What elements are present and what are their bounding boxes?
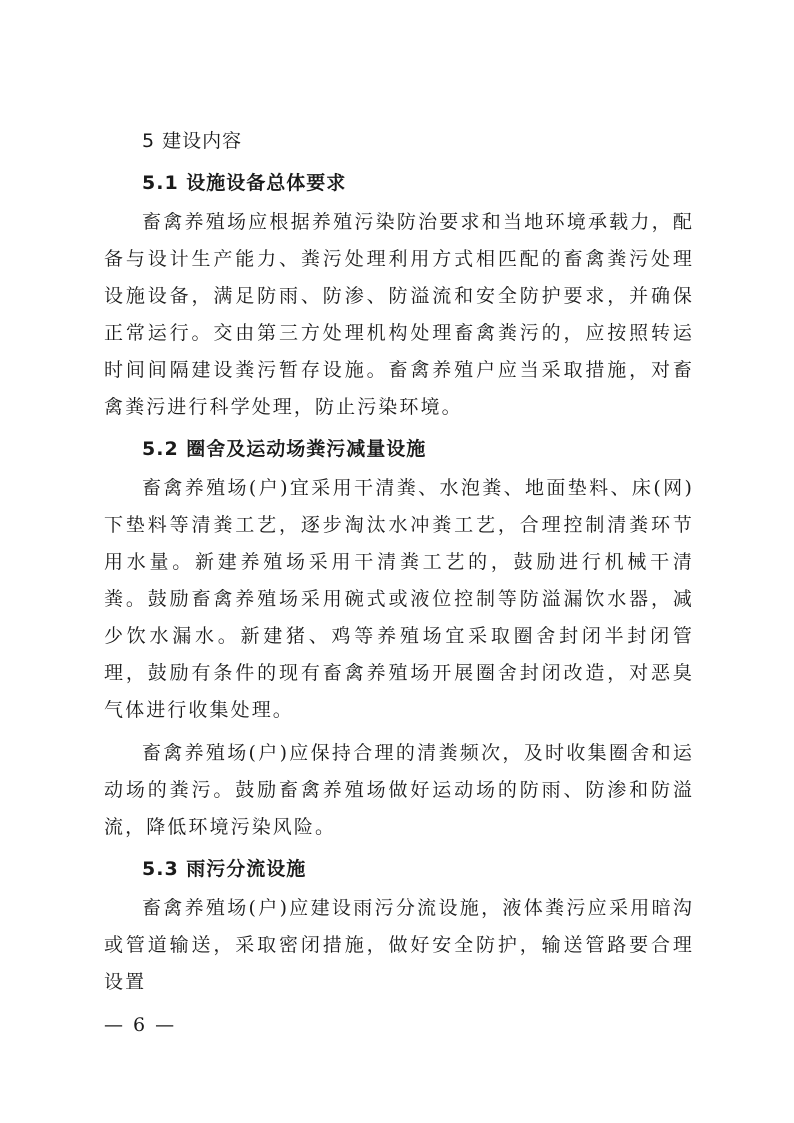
subsection-heading-5-3: 5.3 雨污分流设施	[142, 858, 307, 880]
page-number: — 6 —	[104, 1014, 177, 1036]
subsection-heading-5-2: 5.2 圈舍及运动场粪污减量设施	[142, 438, 427, 460]
paragraph-5-2-2: 畜禽养殖场(户)应保持合理的清粪频次，及时收集圈舍和运动场的粪污。鼓励畜禽养殖场做好运动场的防雨、防渗和防溢流，降低环境污染风险。	[104, 742, 694, 838]
paragraph-5-2-1: 畜禽养殖场(户)宜采用干清粪、水泡粪、地面垫料、床(网)下垫料等清粪工艺，逐步淘汰水冲粪工艺，合理控制清粪环节用水量。新建养殖场采用干清粪工艺的，鼓励进行机械干清粪。鼓励畜禽养殖场采用碗式或液位控制等防溢漏饮水器，减少饮水漏水。新建猪、鸡等养殖场宜采取圈舍封闭半封闭管理，鼓励有条件的现有畜禽养殖场开展圈舍封闭改造，对恶臭气体进行收集处理。	[104, 477, 694, 721]
section-title: 5 建设内容	[142, 130, 243, 152]
paragraph-5-1-1: 畜禽养殖场应根据养殖污染防治要求和当地环境承载力，配备与设计生产能力、粪污处理利用方式相匹配的畜禽粪污处理设施设备，满足防雨、防渗、防溢流和安全防护要求，并确保正常运行。交由第三方处理机构处理畜禽粪污的，应按照转运时间间隔建设粪污暂存设施。畜禽养殖户应当采取措施，对畜禽粪污进行科学处理，防止污染环境。	[104, 211, 694, 418]
subsection-heading-5-1: 5.1 设施设备总体要求	[142, 172, 347, 194]
paragraph-5-3-1: 畜禽养殖场(户)应建设雨污分流设施，液体粪污应采用暗沟或管道输送，采取密闭措施，做好安全防护，输送管路要合理设置	[104, 897, 694, 993]
document-body	[104, 128, 694, 1001]
